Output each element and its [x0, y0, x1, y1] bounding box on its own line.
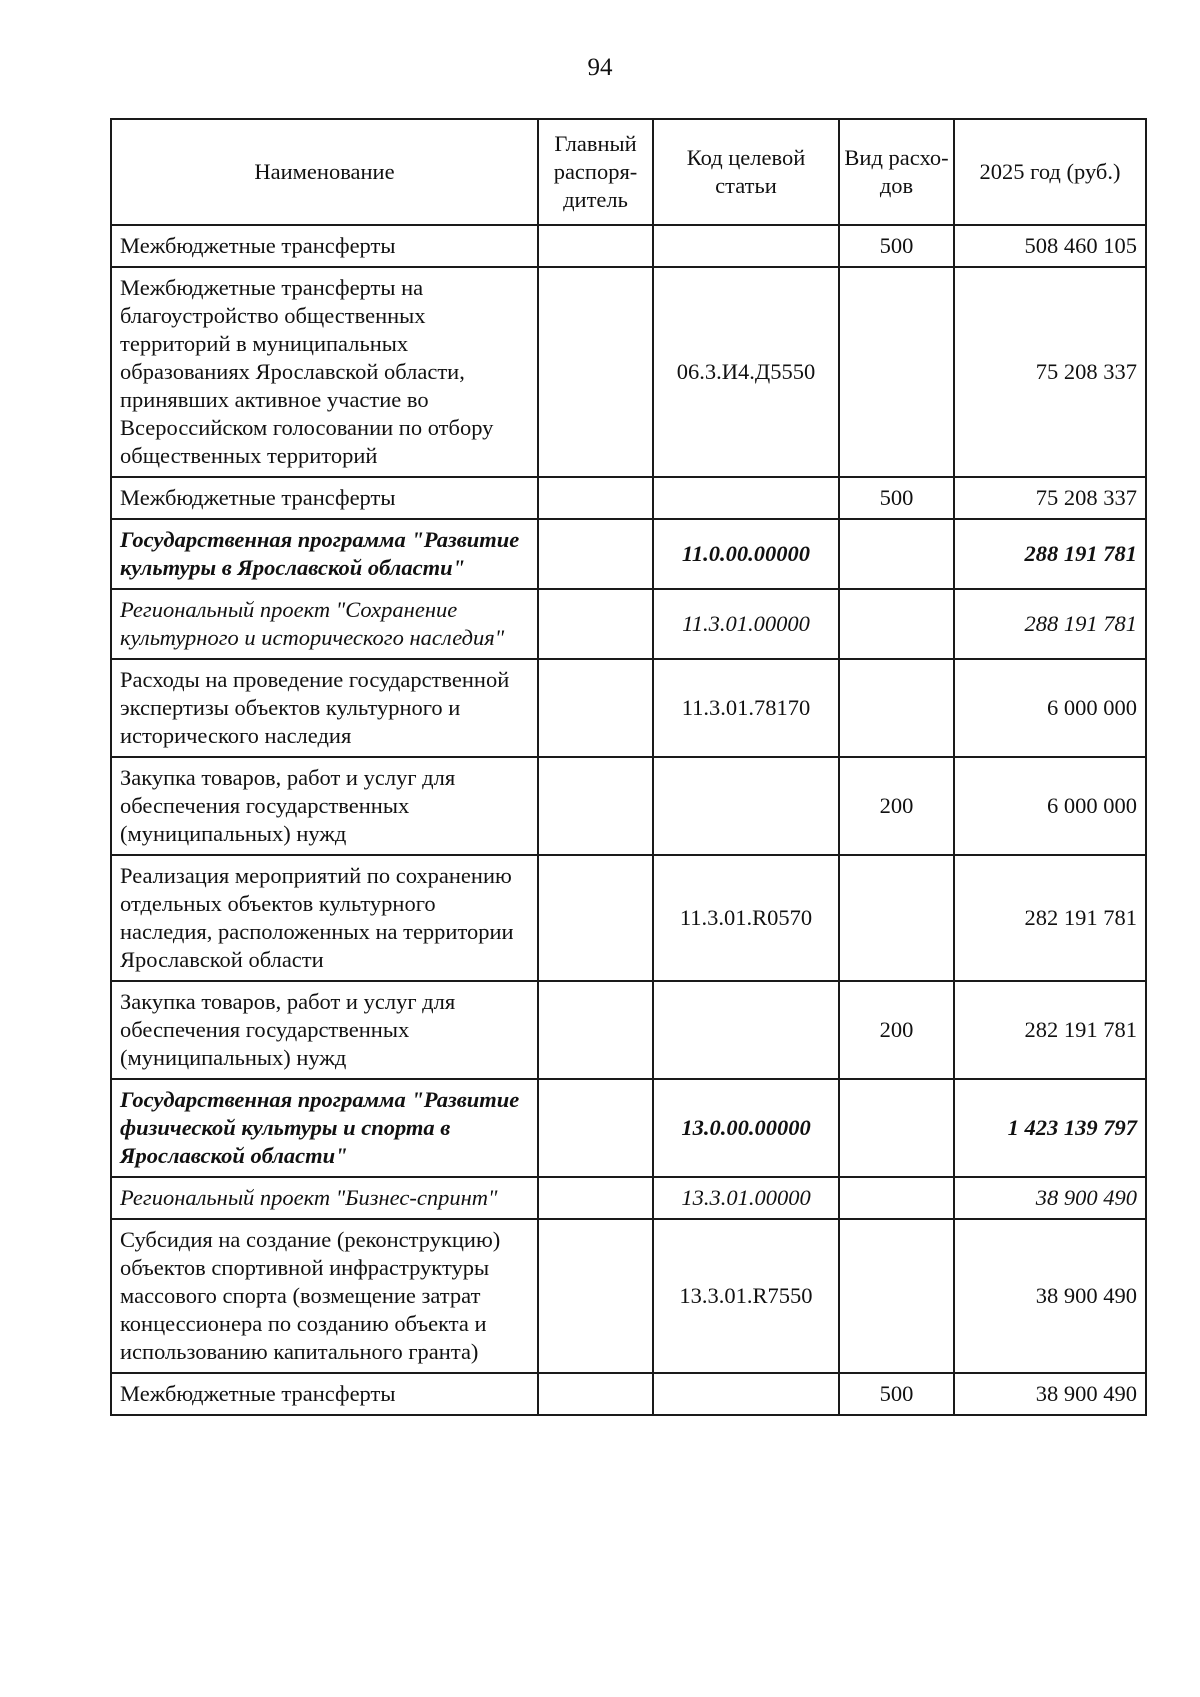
row-code: 13.0.00.00000: [653, 1079, 839, 1177]
table-row: [111, 855, 1146, 981]
row-code: 13.3.01.R7550: [653, 1219, 839, 1373]
row-name: Государственная программа "Развитие культуры в Ярославской области": [111, 519, 538, 589]
row-name: Субсидия на создание (реконструкцию) объектов спортивной инфраструктуры массового спорта (возмещение затрат концессионера по созданию объекта и использованию капитального гранта): [111, 1219, 538, 1373]
header-type: [839, 119, 954, 225]
row-chief: [538, 757, 653, 855]
table-row-program: [111, 519, 1146, 589]
row-amount: 508 460 105: [954, 225, 1146, 267]
header-chief-label: Главный распоря-дитель: [553, 131, 638, 212]
row-code: [653, 477, 839, 519]
row-chief: [538, 1373, 653, 1415]
row-name: Закупка товаров, работ и услуг для обеспечения государственных (муниципальных) нужд: [111, 757, 538, 855]
row-type: [839, 589, 954, 659]
header-code: Код целевой статьи: [653, 119, 839, 225]
table-row: [111, 225, 1146, 267]
row-type: 200: [839, 981, 954, 1079]
row-type: [839, 1177, 954, 1219]
row-name: Межбюджетные трансферты: [111, 477, 538, 519]
row-type: [839, 1219, 954, 1373]
row-type: [839, 659, 954, 757]
row-code: 11.0.00.00000: [653, 519, 839, 589]
row-type: [839, 267, 954, 477]
budget-table: [110, 118, 1147, 1416]
row-amount: 38 900 490: [954, 1177, 1146, 1219]
row-amount: 282 191 781: [954, 981, 1146, 1079]
row-type: 200: [839, 757, 954, 855]
row-code: 11.3.01.78170: [653, 659, 839, 757]
table-row-project: [111, 589, 1146, 659]
row-chief: [538, 981, 653, 1079]
row-amount: 288 191 781: [954, 519, 1146, 589]
row-chief: [538, 225, 653, 267]
row-amount: 38 900 490: [954, 1373, 1146, 1415]
row-type: 500: [839, 1373, 954, 1415]
row-name: Закупка товаров, работ и услуг для обеспечения государственных (муниципальных) нужд: [111, 981, 538, 1079]
header-type-label: Вид расхо-дов: [844, 145, 949, 198]
row-amount: 6 000 000: [954, 659, 1146, 757]
page-number: 94: [587, 54, 613, 81]
row-amount: 1 423 139 797: [954, 1079, 1146, 1177]
row-type: 500: [839, 477, 954, 519]
row-chief: [538, 659, 653, 757]
table-row: [111, 477, 1146, 519]
row-chief: [538, 267, 653, 477]
table-row: [111, 659, 1146, 757]
row-type: [839, 1079, 954, 1177]
header-name: Наименование: [111, 119, 538, 225]
row-type: 500: [839, 225, 954, 267]
header-amount: 2025 год (руб.): [954, 119, 1146, 225]
row-amount: 75 208 337: [954, 267, 1146, 477]
row-amount: 282 191 781: [954, 855, 1146, 981]
row-code: [653, 225, 839, 267]
table-row: [111, 1373, 1146, 1415]
row-type: [839, 855, 954, 981]
row-chief: [538, 855, 653, 981]
row-name: Межбюджетные трансферты на благоустройство общественных территорий в муниципальных образованиях Ярославской области, принявших активное участие во Всероссийском голосовании по отбору общественных территорий: [111, 267, 538, 477]
row-name: Региональный проект "Сохранение культурного и исторического наследия": [111, 589, 538, 659]
header-chief: [538, 119, 653, 225]
row-chief: [538, 519, 653, 589]
table-row-project: [111, 1177, 1146, 1219]
row-code: [653, 1373, 839, 1415]
row-chief: [538, 1177, 653, 1219]
table-row: [111, 757, 1146, 855]
table-row: [111, 1219, 1146, 1373]
row-type: [839, 519, 954, 589]
row-code: 06.3.И4.Д5550: [653, 267, 839, 477]
row-name: Расходы на проведение государственной экспертизы объектов культурного и исторического наследия: [111, 659, 538, 757]
row-amount: 6 000 000: [954, 757, 1146, 855]
row-code: [653, 757, 839, 855]
row-code: 11.3.01.00000: [653, 589, 839, 659]
row-name: Региональный проект "Бизнес-спринт": [111, 1177, 538, 1219]
row-amount: 38 900 490: [954, 1219, 1146, 1373]
row-amount: 288 191 781: [954, 589, 1146, 659]
row-name: Межбюджетные трансферты: [111, 225, 538, 267]
row-chief: [538, 1079, 653, 1177]
row-name: Межбюджетные трансферты: [111, 1373, 538, 1415]
table-row: [111, 981, 1146, 1079]
table-row: [111, 267, 1146, 477]
table-header-row: [111, 119, 1146, 225]
row-code: 13.3.01.00000: [653, 1177, 839, 1219]
row-chief: [538, 1219, 653, 1373]
row-code: 11.3.01.R0570: [653, 855, 839, 981]
table-row-program: [111, 1079, 1146, 1177]
row-name: Реализация мероприятий по сохранению отдельных объектов культурного наследия, расположенных на территории Ярославской области: [111, 855, 538, 981]
row-code: [653, 981, 839, 1079]
row-chief: [538, 589, 653, 659]
row-chief: [538, 477, 653, 519]
row-name: Государственная программа "Развитие физической культуры и спорта в Ярославской области": [111, 1079, 538, 1177]
row-amount: 75 208 337: [954, 477, 1146, 519]
